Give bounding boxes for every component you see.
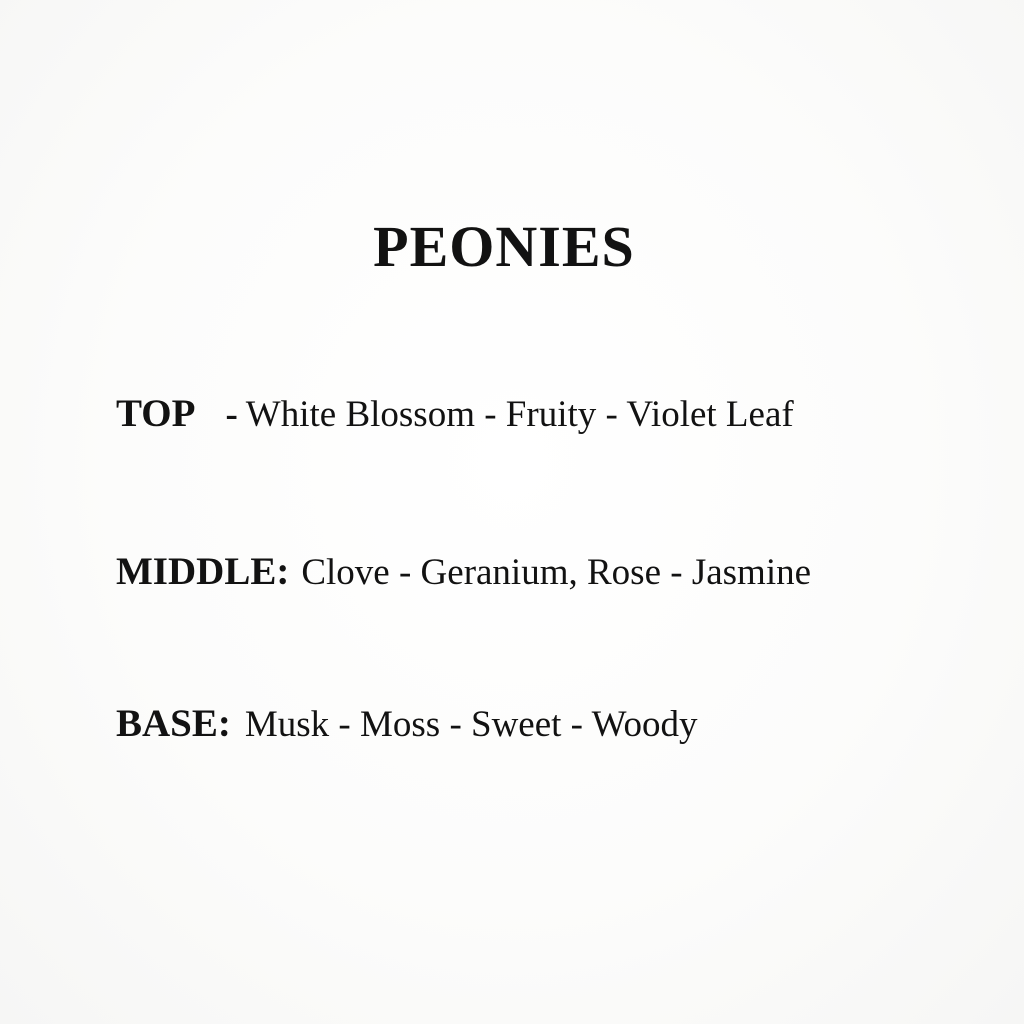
page-title: PEONIES [373,214,635,279]
base-notes-row [116,704,698,743]
middle-notes-row [116,552,811,591]
top-notes-text: White Blossom - Fruity - Violet Leaf [245,394,794,435]
top-notes-dash: - [225,394,238,435]
base-notes-text: Musk - Moss - Sweet - Woody [244,704,698,745]
base-notes-label: BASE: [116,702,231,745]
top-notes-row [116,394,794,433]
top-notes-label: TOP [116,392,196,435]
middle-notes-label: MIDDLE: [116,550,290,593]
middle-notes-text: Clove - Geranium, Rose - Jasmine [301,552,812,593]
